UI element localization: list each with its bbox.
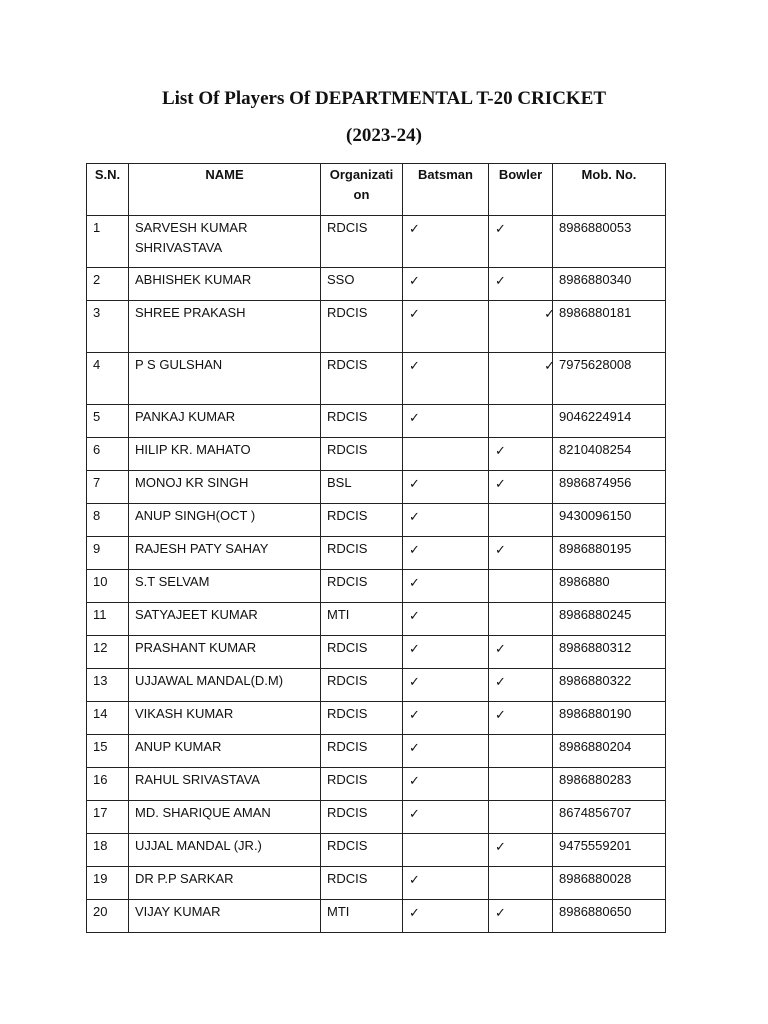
player-name: SATYAJEET KUMAR bbox=[135, 607, 258, 622]
cell-organization: RDCIS bbox=[321, 504, 403, 537]
cell-sn: 14 bbox=[87, 702, 129, 735]
cell-organization: RDCIS bbox=[321, 405, 403, 438]
cell-bowler bbox=[489, 216, 553, 268]
cell-batsman bbox=[403, 834, 489, 867]
cell-mobile: 8986880650 bbox=[553, 900, 666, 933]
cell-organization: MTI bbox=[321, 900, 403, 933]
table-row bbox=[87, 735, 666, 768]
cell-batsman bbox=[403, 669, 489, 702]
cell-organization: MTI bbox=[321, 603, 403, 636]
cell-organization: RDCIS bbox=[321, 636, 403, 669]
cell-name bbox=[129, 216, 321, 268]
cell-name bbox=[129, 636, 321, 669]
cell-sn: 8 bbox=[87, 504, 129, 537]
cell-name bbox=[129, 405, 321, 438]
cell-bowler bbox=[489, 405, 553, 438]
batsman-check-icon: ✓ bbox=[409, 905, 420, 920]
player-name: UJJAL MANDAL (JR.) bbox=[135, 838, 262, 853]
bowler-check-icon: ✓ bbox=[544, 306, 555, 321]
cell-organization: RDCIS bbox=[321, 438, 403, 471]
cell-bowler bbox=[489, 735, 553, 768]
table-row bbox=[87, 471, 666, 504]
cell-organization: RDCIS bbox=[321, 834, 403, 867]
cell-sn: 9 bbox=[87, 537, 129, 570]
player-name: VIJAY KUMAR bbox=[135, 904, 221, 919]
cell-name bbox=[129, 702, 321, 735]
batsman-check-icon: ✓ bbox=[409, 542, 420, 557]
cell-organization: SSO bbox=[321, 268, 403, 301]
cell-mobile: 8986880181 bbox=[553, 301, 666, 353]
cell-sn: 19 bbox=[87, 867, 129, 900]
player-name: ANUP KUMAR bbox=[135, 739, 222, 754]
batsman-check-icon: ✓ bbox=[409, 221, 420, 236]
table-row bbox=[87, 301, 666, 353]
player-name: PRASHANT KUMAR bbox=[135, 640, 257, 655]
cell-name bbox=[129, 537, 321, 570]
cell-sn: 5 bbox=[87, 405, 129, 438]
player-name: MONOJ KR SINGH bbox=[135, 475, 249, 490]
header-name: NAME bbox=[129, 164, 321, 216]
table-row bbox=[87, 834, 666, 867]
cell-bowler bbox=[489, 268, 553, 301]
bowler-check-icon: ✓ bbox=[495, 542, 506, 557]
player-name: UJJAWAL MANDAL(D.M) bbox=[135, 673, 284, 688]
batsman-check-icon: ✓ bbox=[409, 872, 420, 887]
batsman-check-icon: ✓ bbox=[409, 410, 420, 425]
player-name: RAHUL SRIVASTAVA bbox=[135, 772, 260, 787]
cell-bowler bbox=[489, 570, 553, 603]
cell-batsman bbox=[403, 504, 489, 537]
cell-batsman bbox=[403, 801, 489, 834]
bowler-check-icon: ✓ bbox=[495, 273, 506, 288]
cell-bowler bbox=[489, 801, 553, 834]
batsman-check-icon: ✓ bbox=[409, 773, 420, 788]
cell-sn: 11 bbox=[87, 603, 129, 636]
cell-sn: 6 bbox=[87, 438, 129, 471]
player-name: SARVESH KUMAR bbox=[135, 220, 248, 235]
cell-mobile: 8986880245 bbox=[553, 603, 666, 636]
cell-mobile: 7975628008 bbox=[553, 353, 666, 405]
bowler-check-icon: ✓ bbox=[495, 641, 506, 656]
cell-mobile: 8986880190 bbox=[553, 702, 666, 735]
cell-batsman bbox=[403, 353, 489, 405]
cell-name bbox=[129, 834, 321, 867]
cell-name bbox=[129, 268, 321, 301]
table-row bbox=[87, 768, 666, 801]
cell-name bbox=[129, 301, 321, 353]
header-bowler: Bowler bbox=[489, 164, 553, 216]
cell-organization: RDCIS bbox=[321, 537, 403, 570]
cell-sn: 16 bbox=[87, 768, 129, 801]
cell-organization: RDCIS bbox=[321, 216, 403, 268]
cell-mobile: 8210408254 bbox=[553, 438, 666, 471]
bowler-check-icon: ✓ bbox=[495, 839, 506, 854]
bowler-check-icon: ✓ bbox=[495, 476, 506, 491]
cell-mobile: 9475559201 bbox=[553, 834, 666, 867]
batsman-check-icon: ✓ bbox=[409, 641, 420, 656]
batsman-check-icon: ✓ bbox=[409, 273, 420, 288]
header-mobile: Mob. No. bbox=[553, 164, 666, 216]
cell-batsman bbox=[403, 537, 489, 570]
bowler-check-icon: ✓ bbox=[495, 707, 506, 722]
document-season: (2023-24) bbox=[346, 125, 422, 146]
player-name: VIKASH KUMAR bbox=[135, 706, 234, 721]
cell-name bbox=[129, 900, 321, 933]
cell-mobile: 8986874956 bbox=[553, 471, 666, 504]
cell-organization: BSL bbox=[321, 471, 403, 504]
cell-batsman bbox=[403, 216, 489, 268]
cell-name bbox=[129, 438, 321, 471]
table-row bbox=[87, 405, 666, 438]
cell-batsman bbox=[403, 768, 489, 801]
header-batsman: Batsman bbox=[403, 164, 489, 216]
cell-batsman bbox=[403, 900, 489, 933]
cell-sn: 15 bbox=[87, 735, 129, 768]
table-row bbox=[87, 268, 666, 301]
cell-batsman bbox=[403, 268, 489, 301]
table-header-row bbox=[87, 164, 666, 216]
cell-sn: 2 bbox=[87, 268, 129, 301]
player-name: SHREE PRAKASH bbox=[135, 305, 246, 320]
cell-batsman bbox=[403, 603, 489, 636]
player-name: P S GULSHAN bbox=[135, 357, 223, 372]
cell-sn: 17 bbox=[87, 801, 129, 834]
batsman-check-icon: ✓ bbox=[409, 509, 420, 524]
table-row bbox=[87, 353, 666, 405]
cell-mobile: 8986880283 bbox=[553, 768, 666, 801]
cell-batsman bbox=[403, 438, 489, 471]
header-organization bbox=[321, 164, 403, 216]
player-name: S.T SELVAM bbox=[135, 574, 210, 589]
cell-mobile: 8986880204 bbox=[553, 735, 666, 768]
table-row bbox=[87, 702, 666, 735]
player-name: ABHISHEK KUMAR bbox=[135, 272, 252, 287]
cell-mobile: 8986880340 bbox=[553, 268, 666, 301]
cell-organization: RDCIS bbox=[321, 301, 403, 353]
cell-bowler bbox=[489, 301, 553, 353]
cell-name bbox=[129, 570, 321, 603]
player-name: RAJESH PATY SAHAY bbox=[135, 541, 269, 556]
cell-name bbox=[129, 867, 321, 900]
header-organization-line2: on bbox=[353, 187, 370, 202]
batsman-check-icon: ✓ bbox=[409, 306, 420, 321]
cell-organization: RDCIS bbox=[321, 570, 403, 603]
cell-bowler bbox=[489, 669, 553, 702]
table-row bbox=[87, 636, 666, 669]
table-row bbox=[87, 669, 666, 702]
cell-name bbox=[129, 471, 321, 504]
cell-organization: RDCIS bbox=[321, 801, 403, 834]
cell-sn: 3 bbox=[87, 301, 129, 353]
table-row bbox=[87, 570, 666, 603]
batsman-check-icon: ✓ bbox=[409, 806, 420, 821]
cell-sn: 13 bbox=[87, 669, 129, 702]
cell-name bbox=[129, 603, 321, 636]
cell-bowler bbox=[489, 768, 553, 801]
cell-organization: RDCIS bbox=[321, 735, 403, 768]
cell-bowler bbox=[489, 867, 553, 900]
player-name: PANKAJ KUMAR bbox=[135, 409, 236, 424]
cell-bowler bbox=[489, 834, 553, 867]
cell-sn: 12 bbox=[87, 636, 129, 669]
player-name: MD. SHARIQUE AMAN bbox=[135, 805, 271, 820]
cell-batsman bbox=[403, 636, 489, 669]
cell-mobile: 8986880028 bbox=[553, 867, 666, 900]
cell-bowler bbox=[489, 702, 553, 735]
cell-name bbox=[129, 353, 321, 405]
table-row bbox=[87, 867, 666, 900]
cell-mobile: 9046224914 bbox=[553, 405, 666, 438]
cell-bowler bbox=[489, 900, 553, 933]
player-name: HILIP KR. MAHATO bbox=[135, 442, 251, 457]
cell-batsman bbox=[403, 301, 489, 353]
cell-mobile: 8986880 bbox=[553, 570, 666, 603]
cell-mobile: 8674856707 bbox=[553, 801, 666, 834]
cell-name bbox=[129, 768, 321, 801]
table-row bbox=[87, 438, 666, 471]
cell-organization: RDCIS bbox=[321, 867, 403, 900]
cell-name bbox=[129, 669, 321, 702]
cell-mobile: 8986880322 bbox=[553, 669, 666, 702]
batsman-check-icon: ✓ bbox=[409, 476, 420, 491]
batsman-check-icon: ✓ bbox=[409, 707, 420, 722]
bowler-check-icon: ✓ bbox=[495, 674, 506, 689]
cell-mobile: 8986880053 bbox=[553, 216, 666, 268]
cell-bowler bbox=[489, 537, 553, 570]
cell-sn: 18 bbox=[87, 834, 129, 867]
cell-sn: 4 bbox=[87, 353, 129, 405]
cell-mobile: 9430096150 bbox=[553, 504, 666, 537]
cell-bowler bbox=[489, 438, 553, 471]
cell-name bbox=[129, 735, 321, 768]
batsman-check-icon: ✓ bbox=[409, 740, 420, 755]
cell-batsman bbox=[403, 471, 489, 504]
cell-mobile: 8986880312 bbox=[553, 636, 666, 669]
batsman-check-icon: ✓ bbox=[409, 358, 420, 373]
bowler-check-icon: ✓ bbox=[495, 443, 506, 458]
player-name: DR P.P SARKAR bbox=[135, 871, 234, 886]
batsman-check-icon: ✓ bbox=[409, 674, 420, 689]
cell-organization: RDCIS bbox=[321, 669, 403, 702]
cell-organization: RDCIS bbox=[321, 768, 403, 801]
table-row bbox=[87, 900, 666, 933]
table-row bbox=[87, 537, 666, 570]
cell-name bbox=[129, 504, 321, 537]
batsman-check-icon: ✓ bbox=[409, 608, 420, 623]
cell-batsman bbox=[403, 867, 489, 900]
players-table bbox=[86, 163, 666, 933]
cell-mobile: 8986880195 bbox=[553, 537, 666, 570]
cell-name bbox=[129, 801, 321, 834]
document-title: List Of Players Of DEPARTMENTAL T-20 CRICKET bbox=[161, 88, 607, 109]
cell-bowler bbox=[489, 471, 553, 504]
bowler-check-icon: ✓ bbox=[544, 358, 555, 373]
cell-organization: RDCIS bbox=[321, 353, 403, 405]
header-organization-line1: Organizati bbox=[329, 167, 394, 182]
bowler-check-icon: ✓ bbox=[495, 905, 506, 920]
table-row bbox=[87, 216, 666, 268]
cell-bowler bbox=[489, 504, 553, 537]
table-row bbox=[87, 603, 666, 636]
cell-organization: RDCIS bbox=[321, 702, 403, 735]
players-table-body bbox=[87, 216, 666, 933]
table-row bbox=[87, 504, 666, 537]
cell-sn: 1 bbox=[87, 216, 129, 268]
cell-sn: 7 bbox=[87, 471, 129, 504]
cell-sn: 20 bbox=[87, 900, 129, 933]
bowler-check-icon: ✓ bbox=[495, 221, 506, 236]
cell-bowler bbox=[489, 636, 553, 669]
batsman-check-icon: ✓ bbox=[409, 575, 420, 590]
header-sn: S.N. bbox=[87, 164, 129, 216]
cell-batsman bbox=[403, 735, 489, 768]
table-row bbox=[87, 801, 666, 834]
cell-batsman bbox=[403, 570, 489, 603]
cell-bowler bbox=[489, 603, 553, 636]
cell-sn: 10 bbox=[87, 570, 129, 603]
player-name-line2: SHRIVASTAVA bbox=[135, 240, 223, 255]
cell-bowler bbox=[489, 353, 553, 405]
cell-batsman bbox=[403, 702, 489, 735]
player-name: ANUP SINGH(OCT ) bbox=[135, 508, 256, 523]
cell-batsman bbox=[403, 405, 489, 438]
